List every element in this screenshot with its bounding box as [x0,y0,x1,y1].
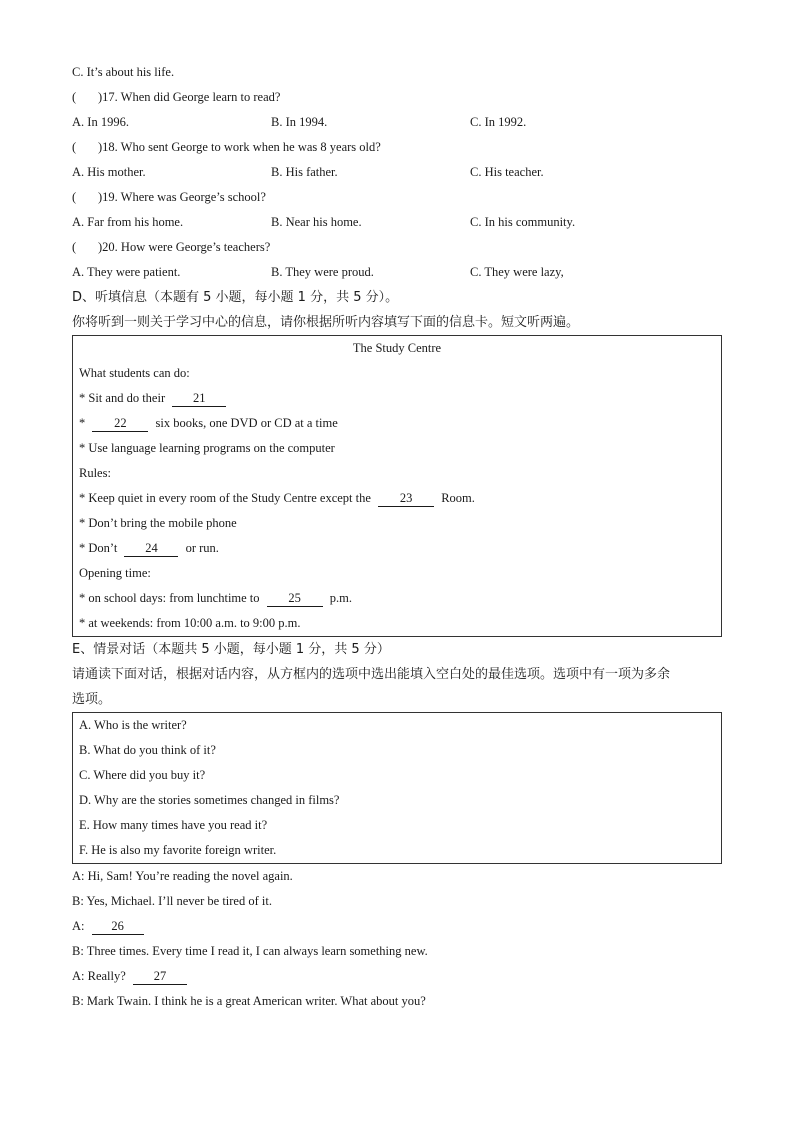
answer-paren: ( [72,90,77,104]
card-line-21 [79,386,715,411]
option-b: B. His father. [271,165,338,179]
info-card-title: The Study Centre [352,341,442,355]
answer-paren: ( [72,140,77,154]
question-text: )18. Who sent George to work when he was 8 years old? [98,140,381,154]
card-text: six books, one DVD or CD at a time [155,416,338,430]
question-19-options [72,210,722,235]
question-17-options [72,110,722,135]
blank-25[interactable]: 25 [267,591,323,607]
choice-f: F. He is also my favorite foreign writer. [79,843,277,857]
card-text: * Don’t [79,541,118,555]
card-line-phone: * Don’t bring the mobile phone [79,516,237,530]
section-d-instruction: 你将听到一则关于学习中心的信息，请你根据所听内容填写下面的信息卡。短文听两遍。 [72,315,580,330]
info-card [72,335,722,637]
question-18 [72,135,722,160]
blank-26[interactable]: 26 [92,919,144,935]
blank-22[interactable]: 22 [92,416,148,432]
blank-23[interactable]: 23 [378,491,434,507]
question-text: )19. Where was George’s school? [98,190,266,204]
blank-21[interactable]: 21 [172,391,226,407]
card-line-23 [79,486,715,511]
choice-b: B. What do you think of it? [79,743,216,757]
card-text: * [79,416,86,430]
option-a: A. They were patient. [72,265,181,279]
q16-option-c: C. It’s about his life. [72,65,175,79]
option-a: A. In 1996. [72,115,129,129]
option-c: C. They were lazy, [470,265,564,279]
card-text: p.m. [329,591,353,605]
choices-box [72,712,722,864]
dialogue-line-1: A: Hi, Sam! You’re reading the novel again. [72,869,293,883]
option-b: B. Near his home. [271,215,362,229]
speaker-a: A: [72,919,85,933]
dialogue-line-2: B: Yes, Michael. I’ll never be tired of it. [72,894,272,908]
speaker-a: A: Really? [72,969,126,983]
dialogue-line-6: B: Mark Twain. I think he is a great American writer. What about you? [72,994,426,1008]
section-e-instruction-2: 选项。 [72,692,112,707]
card-text: * Sit and do their [79,391,166,405]
can-do-label: What students can do: [79,366,190,380]
option-a: A. Far from his home. [72,215,184,229]
question-text: )17. When did George learn to read? [98,90,281,104]
dialogue-line-3 [72,914,722,939]
rules-label: Rules: [79,466,111,480]
question-text: )20. How were George’s teachers? [98,240,271,254]
choice-d: D. Why are the stories sometimes changed in films? [79,793,340,807]
card-line-25 [79,586,715,611]
option-b: B. In 1994. [271,115,328,129]
choice-a: A. Who is the writer? [79,718,187,732]
question-17 [72,85,722,110]
dialogue-line-4: B: Three times. Every time I read it, I can always learn something new. [72,944,428,958]
section-e-instruction-1: 请通读下面对话，根据对话内容，从方框内的选项中选出能填入空白处的最佳选项。选项中有一项为多余 [72,667,671,682]
section-e-heading: E、情景对话（本题共 5 小题，每小题 1 分，共 5 分） [72,642,390,657]
card-text: or run. [185,541,219,555]
section-d-heading: D、听填信息（本题有 5 小题，每小题 1 分，共 5 分）。 [72,290,399,305]
question-18-options [72,160,722,185]
card-line-22 [79,411,715,436]
option-c: C. His teacher. [470,165,544,179]
choice-c: C. Where did you buy it? [79,768,206,782]
option-a: A. His mother. [72,165,146,179]
card-text: * Keep quiet in every room of the Study Centre except the [79,491,371,505]
opening-label: Opening time: [79,566,151,580]
option-b: B. They were proud. [271,265,374,279]
option-c: C. In 1992. [470,115,527,129]
worksheet-page [72,60,722,1014]
question-19 [72,185,722,210]
blank-24[interactable]: 24 [124,541,178,557]
option-c: C. In his community. [470,215,576,229]
blank-27[interactable]: 27 [133,969,187,985]
card-line-programs: * Use language learning programs on the computer [79,441,335,455]
choice-e: E. How many times have you read it? [79,818,268,832]
question-20 [72,235,722,260]
card-line-weekends: * at weekends: from 10:00 a.m. to 9:00 p.m. [79,616,301,630]
card-text: * on school days: from lunchtime to [79,591,260,605]
answer-paren: ( [72,240,77,254]
question-20-options [72,260,722,285]
dialogue-line-5 [72,964,722,989]
card-line-24 [79,536,715,561]
card-text: Room. [441,491,475,505]
answer-paren: ( [72,190,77,204]
